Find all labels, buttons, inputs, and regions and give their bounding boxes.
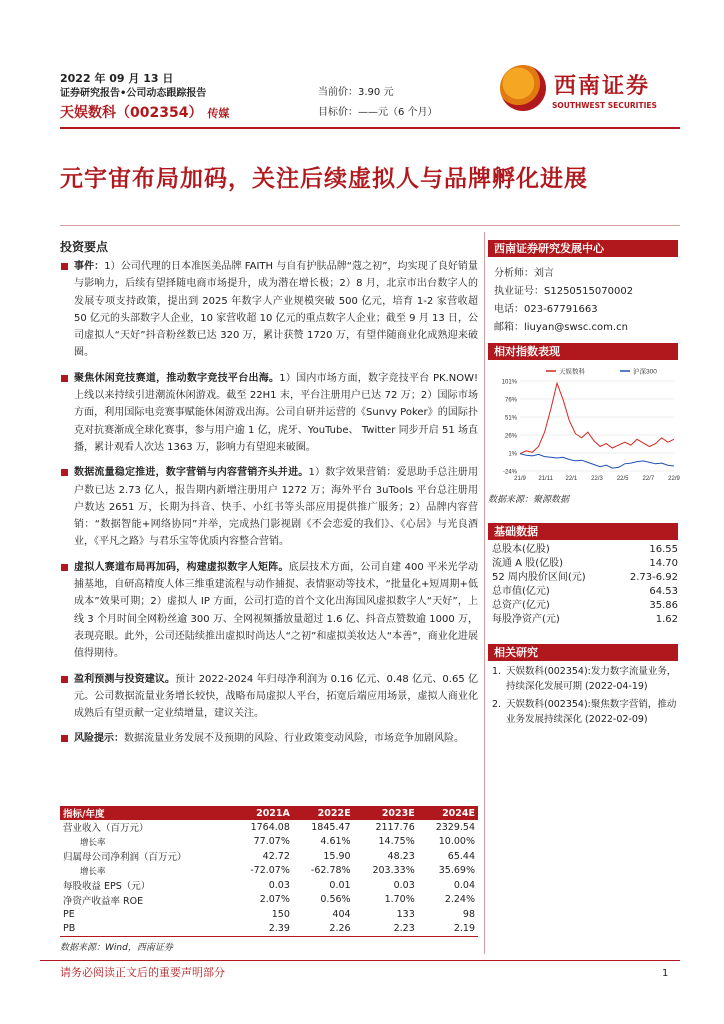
basic-data-value: 64.53 [649, 586, 678, 598]
table-cell: 42.72 [262, 850, 290, 862]
basic-data-row [492, 599, 678, 613]
basic-data-value: 1.62 [655, 614, 678, 626]
related-report-number: 1. [492, 666, 502, 677]
table-cell: 77.07% [253, 836, 290, 848]
basic-data-row [492, 613, 678, 627]
table-cell: -62.78% [310, 865, 351, 877]
basic-data-row [492, 585, 678, 599]
chart-heading: 相对指数表现 [488, 343, 678, 360]
basic-data-value: 2.73-6.92 [629, 572, 678, 584]
row-label: PE [63, 908, 75, 920]
legend-label: 天娱数科 [559, 368, 585, 376]
series-line-1 [520, 383, 674, 454]
analyst-phone: 电话：023-67791663 [494, 304, 598, 315]
row-label: 归属母公司净利润（百万元） [63, 852, 187, 864]
basic-data-list [492, 543, 678, 628]
column-divider [484, 232, 485, 954]
logo-emblem-icon [500, 65, 546, 111]
related-research-heading: 相关研究 [488, 644, 678, 661]
y-tick-label: 101% [501, 379, 517, 386]
table-source: 数据来源：Wind，西南证券 [60, 943, 173, 953]
table-row [60, 835, 478, 850]
table-cell: -72.07% [250, 865, 290, 877]
report-title: 元宇宙布局加码，关注后续虚拟人与品牌孵化进展 [60, 166, 588, 192]
basic-data-row [492, 543, 678, 557]
key-point: 事件：1）公司代理的日本准医美品牌 FAITH 与自有护肤品牌“蔻之初”，均实现了良好销量与影响力，后续有望择随电商市场提升，成为潜在增长极；2）8 月，北京市出台数字人的发展专项支持政策，提出到 2025 年数字人产业规模突破 500 亿元，培育 1-2 家营收超 50 亿元的头部数字人企业，10 家营收超 10 亿元的重点数字人企业；截至 9 月 13 日，公司虚拟人“天好”抖音粉丝数已达 320 万，累计获赞 1720 万，有望伴随商业化成熟迎来破圈。 [60, 258, 478, 362]
footer-divider [40, 960, 680, 961]
table-header-cell: 指标/年度 [60, 806, 232, 820]
basic-data-heading: 基础数据 [488, 523, 678, 540]
table-cell: 15.90 [323, 850, 351, 862]
disclaimer: 请务必阅读正文后的重要声明部分 [60, 966, 225, 979]
related-research-list [492, 664, 678, 730]
page-number: 1 [662, 968, 669, 979]
table-cell: 404 [332, 908, 351, 920]
x-tick-label: 21/11 [538, 476, 553, 482]
x-tick-label: 22/5 [616, 476, 629, 482]
table-cell: 0.04 [453, 879, 475, 891]
table-cell: 0.01 [329, 879, 351, 891]
table-cell: 2.39 [232, 922, 293, 937]
chart-source: 数据来源：聚源数据 [488, 495, 570, 505]
table-row [60, 849, 478, 864]
table-row [60, 864, 478, 879]
x-tick-label: 22/3 [591, 476, 603, 482]
table-cell: 35.69% [438, 865, 475, 877]
company-name [60, 102, 229, 122]
basic-data-label: 52 周内股价区间(元) [492, 572, 586, 584]
table-header-cell: 2024E [418, 806, 478, 820]
row-label: PB [60, 922, 232, 937]
table-cell: 133 [396, 908, 415, 920]
basic-data-value: 16.55 [649, 544, 678, 555]
table-cell: 1764.08 [250, 821, 290, 833]
research-center-heading: 西南证券研究发展中心 [488, 240, 678, 257]
table-cell: 2.19 [418, 922, 478, 937]
basic-data-value: 14.70 [649, 558, 678, 570]
key-point: 盈利预测与投资建议。预计 2022-2024 年归母净利润为 0.16 亿元、0.48 亿元、0.65 亿元。公司数据流量业务增长较快，战略布局虚拟人平台，拓宽后端应用场景，虚拟人商业化成熟后有望贡献一定业绩增量，建议关注。 [60, 671, 478, 723]
basic-data-row [492, 557, 678, 571]
basic-data-label: 总市值(亿元) [492, 586, 550, 598]
relative-index-chart [488, 365, 678, 483]
table-cell: 150 [271, 908, 290, 920]
header-divider [60, 127, 680, 129]
table-cell: 1845.47 [311, 821, 351, 833]
table-cell: 2117.76 [375, 821, 415, 833]
key-point: 风险提示：数据流量业务发展不及预期的风险、行业政策变动风险，市场竞争加剧风险。 [60, 730, 478, 747]
logo-en: SOUTHWEST SECURITIES [552, 101, 657, 110]
company-code: 天娱数科（002354） [60, 105, 203, 121]
y-tick-label: 1% [508, 451, 517, 458]
basic-data-label: 流通 A 股(亿股) [492, 558, 564, 570]
basic-data-label: 总资产(亿元) [492, 600, 550, 612]
x-tick-label: 21/9 [514, 476, 526, 482]
legend-label: 沪深300 [633, 368, 657, 376]
target-price: 目标价：——元（6 个月） [318, 107, 438, 118]
table-cell: 203.33% [372, 865, 415, 877]
table-cell: 2.07% [259, 894, 290, 906]
industry-tag: 传媒 [207, 107, 230, 120]
basic-data-label: 每股净资产(元) [492, 614, 560, 626]
related-report-title: 天娱数科(002354):发力数字流量业务，持续深化发展可期 (2022-04-19) [506, 666, 677, 692]
table-cell: 2.23 [354, 922, 418, 937]
table-header-row [60, 806, 478, 820]
key-points-heading: 投资要点 [60, 240, 109, 254]
row-label: 营业收入（百万元） [63, 823, 149, 835]
key-point: 聚焦休闲竞技赛道，推动数字竞技平台出海。1）国内市场方面，数字竞技平台 PK.NOW! 上线以来持续引进潮流休闲游戏。截至 22H1 末，平台注册用户已达 72 万；2）国际市场方面，利用国际电竞赛事赋能休闲游戏出海。公司自研并运营的《Sunvy Poker》的国际扑克对抗赛渐成全球化赛事，参与用户逾 1 亿，虎牙、YouTube、 Twitter 同步开启 51 场直播，累计观看人次达 1363 万，影响力有望迎来破圈。 [60, 370, 478, 456]
analyst-license: 执业证号：S1250515070002 [494, 286, 634, 297]
table-cell: 0.56% [320, 894, 351, 906]
table-cell: 2.26 [293, 922, 354, 937]
table-row [60, 878, 478, 893]
basic-data-label: 总股本(亿股) [492, 544, 550, 555]
logo-cn: 西南证券 [554, 74, 651, 99]
row-label: 净资产收益率 ROE [63, 895, 144, 907]
series-line-2 [520, 454, 674, 468]
table-cell: 1.70% [384, 894, 415, 906]
title-divider [60, 225, 680, 226]
table-header-cell: 2022E [293, 806, 354, 820]
table-row [60, 922, 478, 937]
x-tick-label: 22/1 [565, 476, 578, 482]
y-tick-label: 26% [504, 433, 517, 440]
table-cell: 2.24% [444, 894, 475, 906]
analyst-email[interactable]: 邮箱：liuyan@swsc.com.cn [494, 322, 628, 333]
table-row [60, 893, 478, 908]
x-tick-label: 22/7 [642, 476, 655, 482]
table-cell: 98 [462, 908, 475, 920]
y-tick-label: -24% [502, 469, 517, 476]
report-type: 证券研究报告•公司动态跟踪报告 [60, 88, 207, 99]
table-cell: 48.23 [387, 850, 415, 862]
table-cell: 65.44 [447, 850, 475, 862]
analyst-info [494, 265, 633, 337]
financial-forecast-table [60, 806, 478, 937]
table-cell: 0.03 [393, 879, 415, 891]
current-price: 当前价：3.90 元 [318, 87, 394, 98]
table-row [60, 820, 478, 835]
key-points [60, 258, 478, 756]
table-header-cell: 2021A [232, 806, 293, 820]
x-tick-label: 22/9 [668, 476, 680, 482]
basic-data-row [492, 571, 678, 585]
row-label: 增长率 [80, 837, 106, 848]
related-report-title: 天娱数科(002354):聚焦数字营销，推动业务发展持续深化 (2022-02-09) [506, 699, 677, 725]
table-cell: 0.03 [268, 879, 290, 891]
table-cell: 14.75% [378, 836, 415, 848]
table-cell: 10.00% [438, 836, 475, 848]
row-label: 增长率 [80, 866, 106, 877]
analyst-name: 分析师：刘言 [494, 268, 554, 279]
table-cell: 4.61% [320, 836, 351, 848]
related-report[interactable] [492, 664, 678, 694]
related-report[interactable] [492, 697, 678, 727]
report-date: 2022 年 09 月 13 日 [60, 72, 174, 85]
table-header-cell: 2023E [354, 806, 418, 820]
company-logo [500, 63, 680, 123]
basic-data-value: 35.86 [649, 600, 678, 612]
y-tick-label: 76% [504, 397, 517, 404]
table-cell: 2329.54 [435, 821, 475, 833]
table-row [60, 907, 478, 922]
row-label: 每股收益 EPS（元） [63, 881, 151, 893]
related-report-number: 2. [492, 699, 502, 710]
key-point: 数据流量稳定推进，数字营销与内容营销齐头并进。1）数字效果营销：爱思助手总注册用户数已达 2.73 亿人，报告期内新增注册用户 1272 万；海外平台 3uTools 平台总注册用户数达 2651 万，长期为抖音、快手、小红书等头部应用提供推广服务；2）品牌内容营销：“数据智能+网络协同”并举，完成热门影视剧《不会恋爱的我们》、《心居》与光良酒业，《平凡之路》与君乐宝等优质内容整合营销。 [60, 464, 478, 550]
y-tick-label: 51% [504, 415, 517, 422]
key-point: 虚拟人赛道布局再加码，构建虚拟数字人矩阵。底层技术方面，公司自建 400 平米光学动捕基地，自研高精度人体三维重建流程与动作捕捉、表情驱动等技术，“批量化+短周期+低成本”效果可期；2）虚拟人 IP 方面，公司打造的首个文化出海国风虚拟数字人“天好”，上线 3 个月时间全网粉丝逾 300 万、全网视频播放量超过 1.6 亿、抖音点赞数逾 1000 万，表现亮眼。此外，公司还陆续推出虚拟时尚达人“之初”和虚拟美妆达人“本善”，商业化进展值得期待。 [60, 559, 478, 663]
